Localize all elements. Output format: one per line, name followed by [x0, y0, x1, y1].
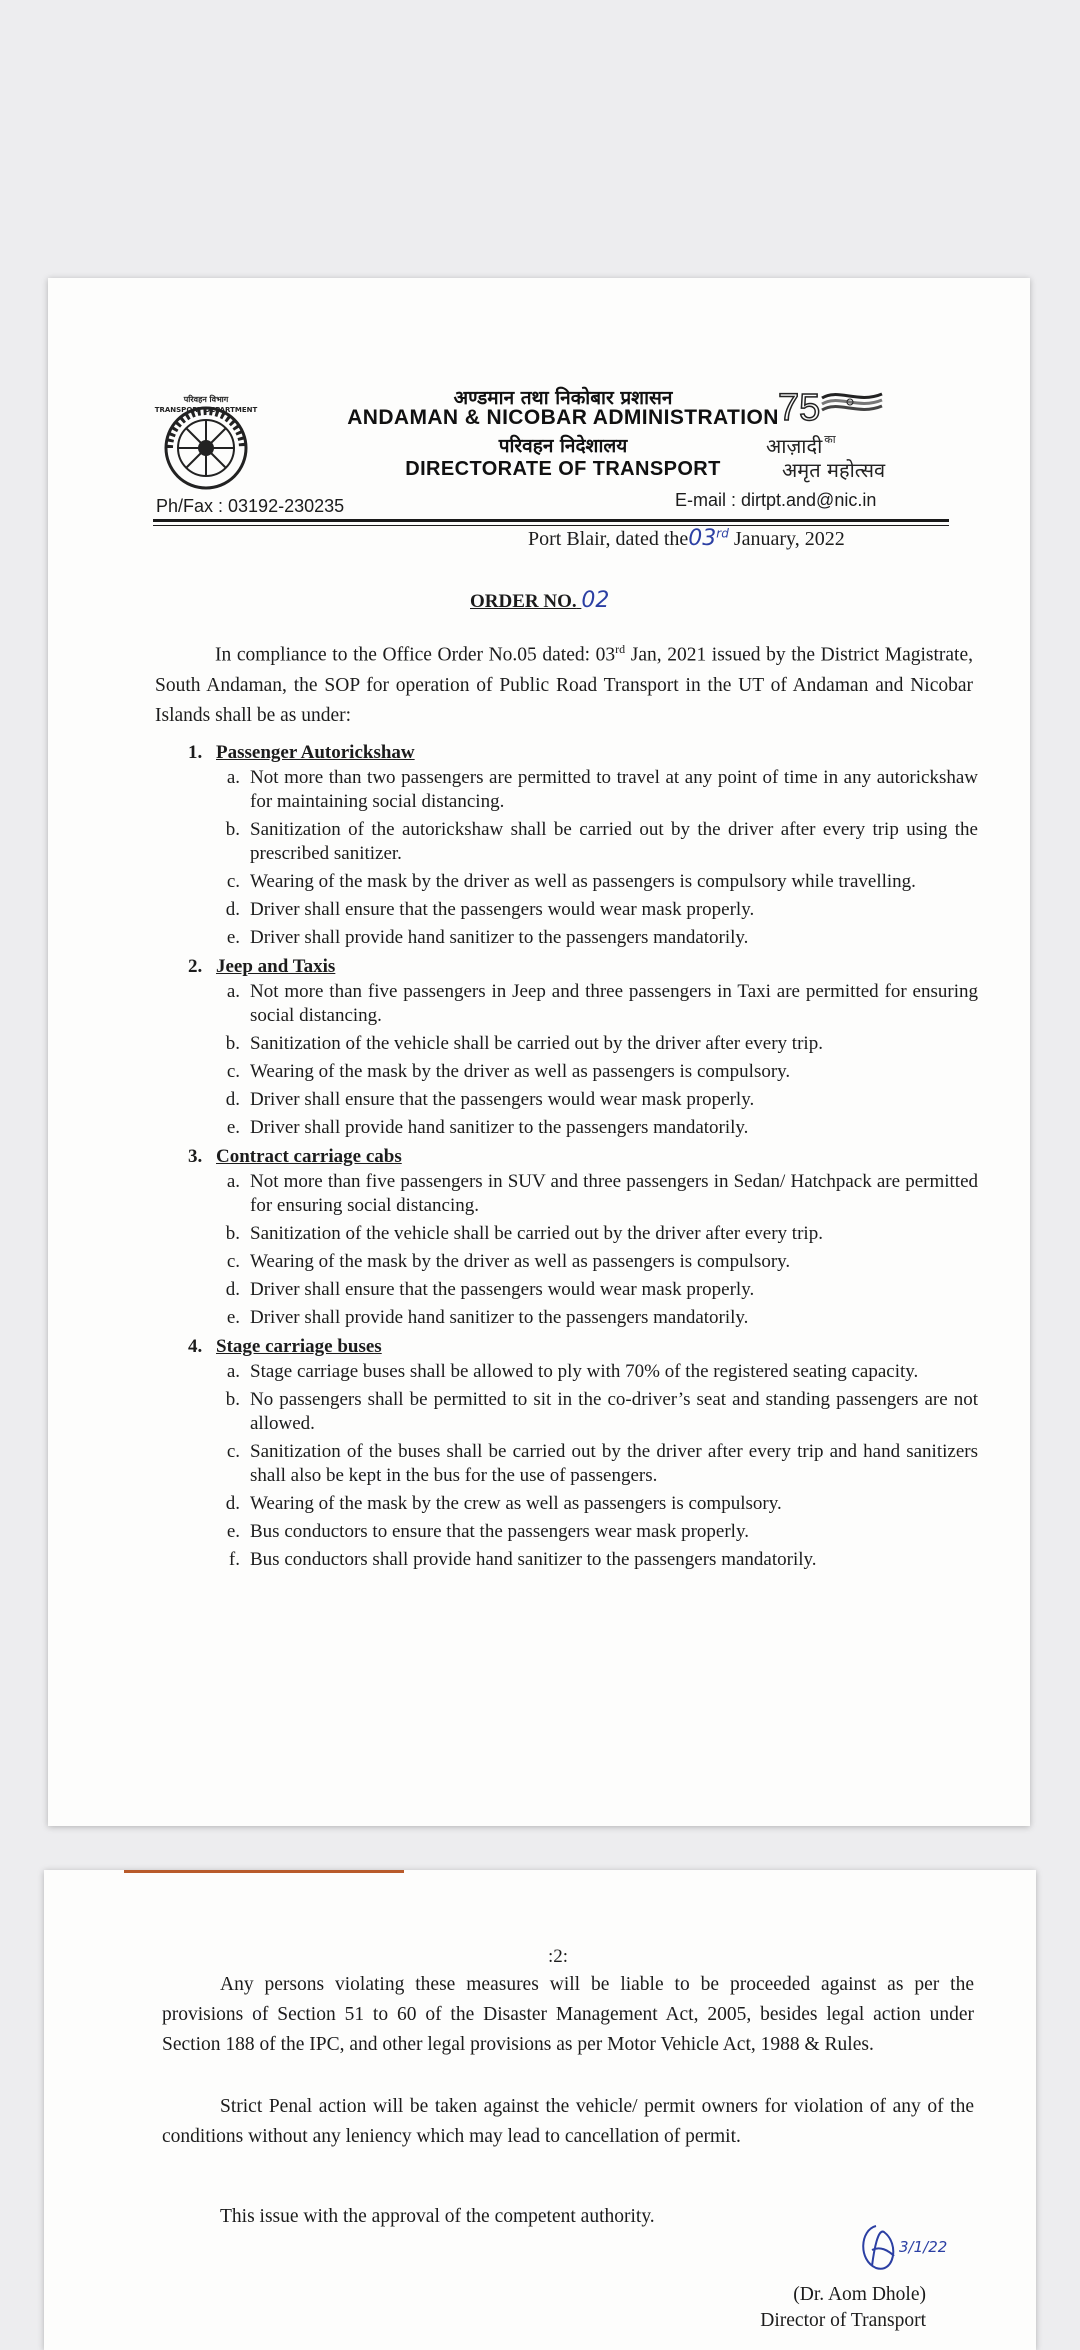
list-item — [188, 1278, 978, 1302]
item-letter: b. — [225, 1389, 240, 1410]
section-title: Contract carriage cabs — [216, 1146, 402, 1167]
item-text: Sanitization of the autorickshaw shall be carried out by the driver after every trip using the prescribed sanitizer. — [250, 819, 978, 864]
item-letter: b. — [225, 819, 240, 840]
item-letter: c. — [226, 1251, 240, 1272]
list-item — [188, 1222, 978, 1246]
intro-text-start: In compliance to the Office Order No.05 dated: 03 — [215, 644, 616, 666]
sop-section — [188, 740, 978, 950]
list-item — [188, 1388, 978, 1436]
item-letter: a. — [226, 767, 240, 788]
item-letter: c. — [226, 1441, 240, 1462]
flag-75-icon — [778, 382, 888, 430]
svg-text:75: 75 — [778, 387, 821, 429]
signatory-name: (Dr. Aom Dhole) — [793, 2284, 926, 2305]
order-label: ORDER NO. — [470, 591, 577, 612]
amrit-line-2: अमृत महोत्सव — [782, 458, 886, 482]
item-text: Wearing of the mask by the driver as well as passengers is compulsory. — [250, 1061, 791, 1082]
item-letter: a. — [226, 981, 240, 1002]
dateline-suffix: January, 2022 — [733, 528, 845, 550]
item-letter: e. — [226, 1307, 240, 1328]
document-page-1 — [48, 278, 1030, 1826]
item-text: Not more than five passengers in SUV and three passengers in Sedan/ Hatchpack are permitted for ensuring social distancing. — [250, 1171, 978, 1216]
list-item — [188, 1116, 978, 1140]
intro-paragraph — [155, 634, 973, 731]
signature-icon — [854, 2220, 904, 2276]
handwritten-day: 03 — [688, 526, 717, 551]
amrit-line-1: आज़ादी — [766, 434, 823, 458]
item-text: No passengers shall be permitted to sit in the co-driver’s seat and standing passengers are not allowed. — [250, 1389, 978, 1434]
list-item — [188, 1548, 978, 1572]
item-text: Sanitization of the buses shall be carried out by the driver after every trip and hand sanitizers shall also be kept in the bus for the use of passengers. — [250, 1441, 978, 1486]
item-text: Wearing of the mask by the driver as well as passengers is compulsory while travelling. — [250, 871, 916, 892]
sop-section — [188, 954, 978, 1140]
item-text: Sanitization of the vehicle shall be carried out by the driver after every trip. — [250, 1223, 823, 1244]
item-text: Driver shall ensure that the passengers would wear mask properly. — [250, 1279, 755, 1300]
item-text: Not more than five passengers in Jeep and three passengers in Taxi are permitted for ensuring social distancing. — [250, 981, 978, 1026]
list-item — [188, 1440, 978, 1488]
section-heading — [188, 740, 978, 766]
section-heading — [188, 1144, 978, 1170]
header-hindi-administration: अण्डमान तथा निकोबार प्रशासन — [453, 387, 673, 409]
sop-section — [188, 1334, 978, 1572]
svg-text:TRANSPORT DEPARTMENT: TRANSPORT DEPARTMENT — [154, 406, 258, 414]
handwritten-day-suffix: rd — [716, 526, 729, 541]
permit-cancellation-paragraph: Strict Penal action will be taken against the vehicle/ permit owners for violation of any of the conditions without any leniency which may lead to cancellation of permit. — [162, 2096, 974, 2147]
dateline — [528, 526, 845, 551]
azadi-amrit-mahotsav-logo — [758, 382, 908, 492]
page-number: :2: — [548, 1946, 569, 1967]
handwritten-order-number: 02 — [581, 588, 610, 613]
penalty-paragraph: Any persons violating these measures will be liable to be proceeded against as per the provisions of Section 51 to 60 of the Disaster Management Act, 2005, besides legal action under Section 188 of the IPC, and other legal provisions as per Motor Vehicle Act, 1988 & Rules. — [162, 1974, 974, 2055]
email-address: E-mail : dirtpt.and@nic.in — [675, 490, 877, 510]
item-text: Bus conductors to ensure that the passengers wear mask properly. — [250, 1521, 749, 1542]
header-english-administration: ANDAMAN & NICOBAR ADMINISTRATION — [347, 406, 779, 429]
item-letter: c. — [226, 1061, 240, 1082]
header-rule-thick — [153, 519, 949, 522]
list-item — [188, 1306, 978, 1330]
list-item — [188, 1088, 978, 1112]
dateline-prefix: Port Blair, dated the — [528, 528, 689, 550]
item-text: Driver shall ensure that the passengers would wear mask properly. — [250, 1089, 755, 1110]
item-text: Driver shall provide hand sanitizer to the passengers mandatorily. — [250, 1117, 749, 1138]
approval-line: This issue with the approval of the competent authority. — [220, 2206, 655, 2227]
sop-section — [188, 1144, 978, 1330]
item-letter: b. — [225, 1223, 240, 1244]
list-item — [188, 926, 978, 950]
page-edge-mark — [124, 1870, 404, 1873]
phone-fax: Ph/Fax : 03192-230235 — [156, 496, 345, 516]
list-item — [188, 1520, 978, 1544]
item-text: Driver shall provide hand sanitizer to the passengers mandatorily. — [250, 927, 749, 948]
svg-text:परिवहन विभाग: परिवहन विभाग — [183, 395, 229, 404]
list-item — [188, 1360, 978, 1384]
item-letter: f. — [228, 1549, 240, 1570]
item-text: Wearing of the mask by the driver as well as passengers is compulsory. — [250, 1251, 791, 1272]
list-item — [188, 1170, 978, 1218]
item-letter: d. — [225, 1279, 240, 1300]
list-item — [188, 980, 978, 1028]
section-title: Passenger Autorickshaw — [216, 742, 415, 763]
list-item — [188, 1032, 978, 1056]
item-letter: c. — [226, 871, 240, 892]
section-title: Jeep and Taxis — [216, 956, 336, 977]
item-text: Wearing of the mask by the crew as well as passengers is compulsory. — [250, 1493, 782, 1514]
item-text: Stage carriage buses shall be allowed to ply with 70% of the registered seating capacity. — [250, 1361, 919, 1382]
item-letter: d. — [225, 899, 240, 920]
item-text: Not more than two passengers are permitted to travel at any point of time in any autorickshaw for maintaining social distancing. — [250, 767, 978, 812]
section-number: 4. — [188, 1336, 203, 1357]
item-letter: a. — [226, 1361, 240, 1382]
section-heading — [188, 1334, 978, 1360]
document-page-2 — [44, 1870, 1036, 2350]
item-letter: d. — [225, 1493, 240, 1514]
section-number: 2. — [188, 956, 203, 977]
signatory-designation: Director of Transport — [760, 2310, 926, 2331]
header-hindi-directorate: परिवहन निदेशालय — [498, 435, 628, 457]
intro-text-end: Jan, 2021 issued by the District Magistrate, South Andaman, the SOP for operation of Public Road Transport in the UT of Andaman and Nicobar Islands shall be as under: — [155, 644, 973, 726]
item-text: Bus conductors shall provide hand sanitizer to the passengers mandatorily. — [250, 1549, 817, 1570]
item-text: Driver shall ensure that the passengers would wear mask properly. — [250, 899, 755, 920]
section-heading — [188, 954, 978, 980]
item-letter: d. — [225, 1089, 240, 1110]
list-item — [188, 870, 978, 894]
list-item — [188, 1060, 978, 1084]
intro-superscript: rd — [615, 642, 626, 656]
item-text: Driver shall provide hand sanitizer to the passengers mandatorily. — [250, 1307, 749, 1328]
list-item — [188, 1492, 978, 1516]
list-item — [188, 818, 978, 866]
section-number: 1. — [188, 742, 203, 763]
transport-department-emblem-icon — [154, 390, 258, 500]
section-title: Stage carriage buses — [216, 1336, 382, 1357]
order-title — [470, 588, 609, 613]
item-text: Sanitization of the vehicle shall be carried out by the driver after every trip. — [250, 1033, 823, 1054]
list-item — [188, 766, 978, 814]
signature-date: 3/1/22 — [899, 2238, 948, 2256]
item-letter: e. — [226, 1521, 240, 1542]
item-letter: e. — [226, 1117, 240, 1138]
list-item — [188, 898, 978, 922]
amrit-ka: का — [824, 433, 836, 446]
item-letter: b. — [225, 1033, 240, 1054]
section-number: 3. — [188, 1146, 203, 1167]
header-english-directorate: DIRECTORATE OF TRANSPORT — [405, 458, 721, 480]
item-letter: a. — [226, 1171, 240, 1192]
sop-sections-list — [188, 740, 978, 1576]
list-item — [188, 1250, 978, 1274]
item-letter: e. — [226, 927, 240, 948]
